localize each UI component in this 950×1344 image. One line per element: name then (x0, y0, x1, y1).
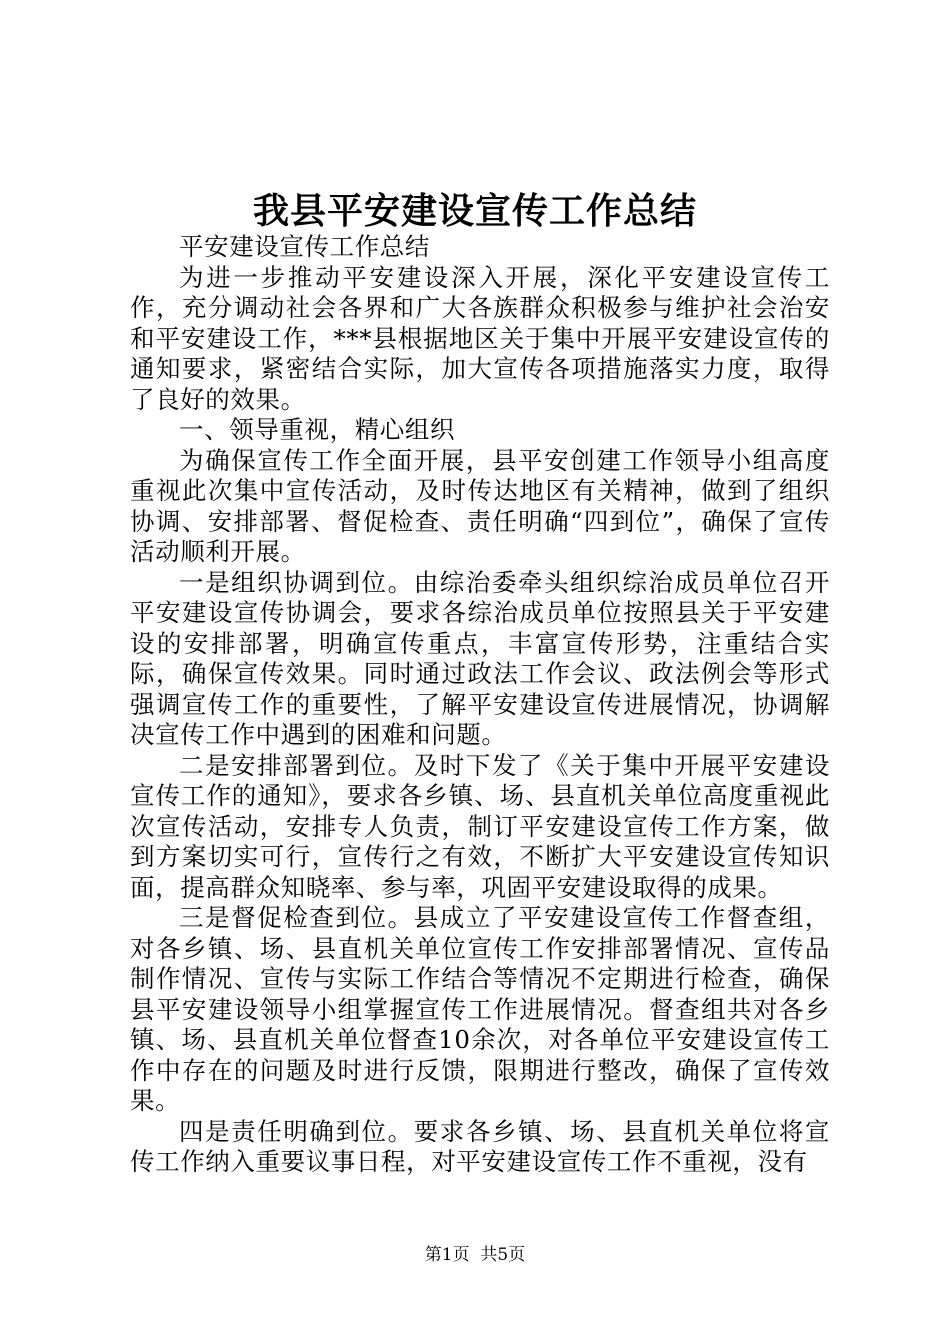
page-number: 第1页 (424, 1245, 470, 1265)
document-body (130, 232, 830, 1178)
paragraph: 一是组织协调到位。由综治委牵头组织综治成员单位召开平安建设宣传协调会，要求各综治成员单位按照县关于平安建设的安排部署，明确宣传重点，丰富宣传形势，注重结合实际，确保宣传效果。同时通过政法工作会议、政法例会等形式强调宣传工作的重要性，了解平安建设宣传进展情况，协调解决宣传工作中遇到的困难和问题。 (130, 567, 830, 749)
paragraph: 四是责任明确到位。要求各乡镇、场、县直机关单位将宣传工作纳入重要议事日程，对平安建设宣传工作不重视，没有 (130, 1116, 830, 1176)
section-heading: 一、领导重视，精心组织 (179, 415, 456, 444)
paragraph: 三是督促检查到位。县成立了平安建设宣传工作督查组，对各乡镇、场、县直机关单位宣传工作安排部署情况、宣传品制作情况、宣传与实际工作结合等情况不定期进行检查，确保县平安建设领导小组掌握宣传工作进展情况。督查组共对各乡镇、场、县直机关单位督查10余次，对各单位平安建设宣传工作中存在的问题及时进行反馈，限期进行整改，确保了宣传效果。 (130, 903, 830, 1115)
paragraph-subtitle: 平安建设宣传工作总结 (179, 232, 430, 261)
paragraph-intro: 为进一步推动平安建设深入开展，深化平安建设宣传工作，充分调动社会各界和广大各族群众积极参与维护社会治安和平安建设工作，***县根据地区关于集中开展平安建设宣传的通知要求，紧密结合实际，加大宣传各项措施落实力度，取得了良好的效果。 (130, 262, 830, 414)
paragraph: 为确保宣传工作全面开展，县平安创建工作领导小组高度重视此次集中宣传活动，及时传达地区有关精神，做到了组织协调、安排部署、督促检查、责任明确“四到位”，确保了宣传活动顺利开展。 (130, 445, 830, 566)
footer-spacer (470, 1245, 481, 1265)
document-title: 我县平安建设宣传工作总结 (252, 190, 697, 232)
page-total: 共5页 (480, 1245, 526, 1265)
page-footer (0, 1243, 950, 1267)
paragraph: 二是安排部署到位。及时下发了《关于集中开展平安建设宣传工作的通知》，要求各乡镇、场、县直机关单位高度重视此次宣传活动，安排专人负责，制订平安建设宣传工作方案，做到方案切实可行，宣传行之有效，不断扩大平安建设宣传知识面，提高群众知晓率、参与率，巩固平安建设取得的成果。 (130, 750, 830, 902)
